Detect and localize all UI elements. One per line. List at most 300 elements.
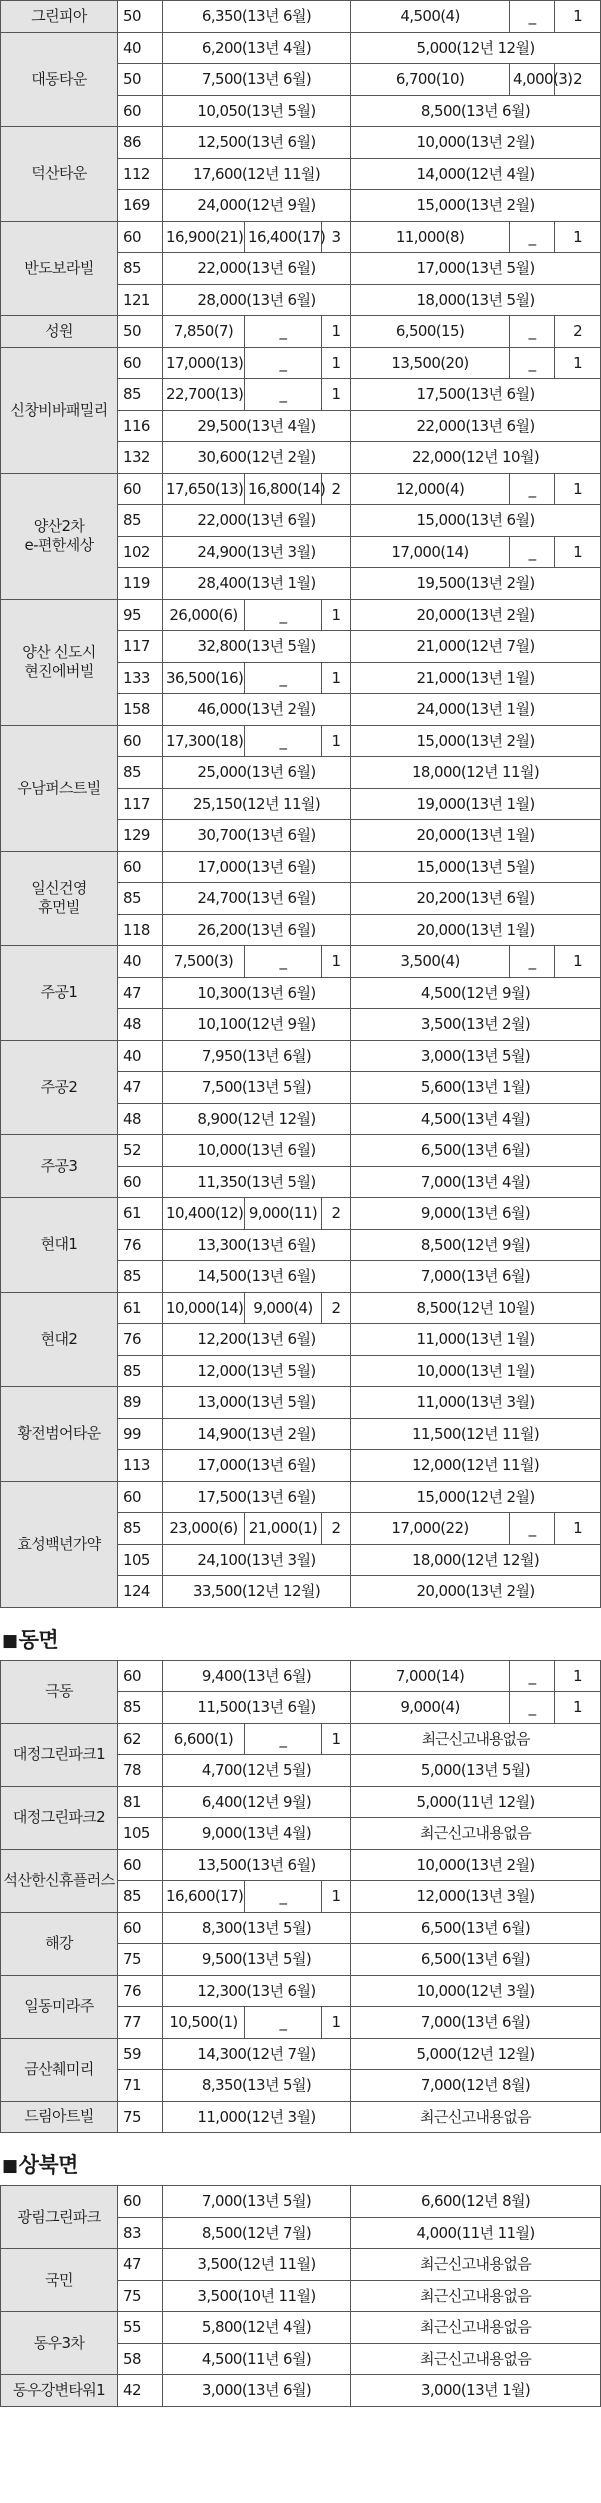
table-row — [1, 1481, 601, 1513]
sale-price: 9,000(13년 4월) — [163, 1818, 351, 1850]
jeonse-price: 19,000(13년 1월) — [351, 788, 601, 820]
jeonse-price: 12,000(12년 11월) — [351, 1450, 601, 1482]
jeonse-price: 18,000(12년 12월) — [351, 1544, 601, 1576]
sale-price: 24,100(13년 3월) — [163, 1544, 351, 1576]
sale-count: 1 — [322, 662, 351, 694]
table-row — [1, 1723, 601, 1755]
unit-size: 95 — [118, 599, 163, 631]
jeonse-high: 4,500(4) — [351, 1, 510, 33]
sale-high: 10,000(14) — [163, 1292, 245, 1324]
jeonse-price: 11,000(13년 3월) — [351, 1387, 601, 1419]
sale-count: 1 — [322, 725, 351, 757]
sale-price: 7,500(13년 5월) — [163, 1072, 351, 1104]
unit-size: 85 — [118, 1355, 163, 1387]
jeonse-price: 20,000(13년 1월) — [351, 914, 601, 946]
sale-price: 3,500(12년 11월) — [163, 2249, 351, 2281]
sale-price: 7,950(13년 6월) — [163, 1040, 351, 1072]
jeonse-price: 10,000(13년 2월) — [351, 127, 601, 159]
jeonse-low: _ — [510, 347, 555, 379]
jeonse-price: 21,000(13년 1월) — [351, 662, 601, 694]
jeonse-price: 17,000(13년 5월) — [351, 253, 601, 285]
table-row — [1, 316, 601, 348]
sale-price: 9,500(13년 5월) — [163, 1944, 351, 1976]
sale-price: 4,700(12년 5월) — [163, 1755, 351, 1787]
jeonse-high: 17,000(14) — [351, 536, 510, 568]
sale-price: 32,800(13년 5월) — [163, 631, 351, 663]
jeonse-high: 13,500(20) — [351, 347, 510, 379]
sale-price: 8,500(12년 7월) — [163, 2217, 351, 2249]
sale-price: 17,600(12년 11월) — [163, 158, 351, 190]
sale-low: _ — [245, 379, 322, 411]
jeonse-high: 11,000(8) — [351, 221, 510, 253]
unit-size: 48 — [118, 1009, 163, 1041]
complex-name — [1, 1, 118, 33]
sale-low: _ — [245, 725, 322, 757]
unit-size: 40 — [118, 32, 163, 64]
sale-price: 12,000(13년 5월) — [163, 1355, 351, 1387]
sale-count: 1 — [322, 599, 351, 631]
table-row — [1, 851, 601, 883]
unit-size: 105 — [118, 1544, 163, 1576]
unit-size: 129 — [118, 820, 163, 852]
unit-size: 121 — [118, 284, 163, 316]
complex-name — [1, 347, 118, 473]
complex-name — [1, 316, 118, 348]
table-row — [1, 1040, 601, 1072]
jeonse-count: 1 — [555, 1692, 601, 1724]
jeonse-price: 22,000(12년 10월) — [351, 442, 601, 474]
jeonse-high: 6,500(15) — [351, 316, 510, 348]
complex-name-text: 신창비바패밀리 — [10, 400, 108, 419]
sale-low: 21,000(1) — [245, 1513, 322, 1545]
unit-size: 112 — [118, 158, 163, 190]
sale-high: 17,000(13) — [163, 347, 245, 379]
complex-name-text: 금산췌미리 — [24, 2060, 94, 2078]
square-bullet-icon: ■ — [2, 2156, 18, 2176]
jeonse-price: 15,000(13년 2월) — [351, 725, 601, 757]
sale-price: 3,500(10년 11월) — [163, 2280, 351, 2312]
jeonse-price: 5,000(11년 12월) — [351, 1786, 601, 1818]
sale-price: 12,200(13년 6월) — [163, 1324, 351, 1356]
unit-size: 76 — [118, 1324, 163, 1356]
sale-count: 1 — [322, 379, 351, 411]
sale-price: 12,500(13년 6월) — [163, 127, 351, 159]
price-table — [0, 1660, 601, 2134]
complex-name-text: 대정그린파크1 — [12, 1745, 106, 1763]
complex-name-text: 휴먼빌 — [38, 898, 80, 917]
sale-count: 1 — [322, 316, 351, 348]
complex-name-text: 대동타운 — [31, 69, 87, 88]
sale-price: 30,700(13년 6월) — [163, 820, 351, 852]
complex-name — [1, 1786, 118, 1849]
sale-count: 1 — [322, 1881, 351, 1913]
sale-count: 1 — [322, 2007, 351, 2039]
sale-price: 11,000(12년 3월) — [163, 2101, 351, 2133]
jeonse-price: 최근신고내용없음 — [351, 2280, 601, 2312]
table-row — [1, 2312, 601, 2344]
jeonse-count: 1 — [555, 473, 601, 505]
complex-name — [1, 1912, 118, 1975]
complex-name — [1, 2375, 118, 2407]
unit-size: 85 — [118, 1513, 163, 1545]
jeonse-price: 18,000(12년 11월) — [351, 757, 601, 789]
unit-size: 40 — [118, 946, 163, 978]
table-row — [1, 473, 601, 505]
complex-name-text: 국민 — [45, 2270, 73, 2289]
table-row — [1, 1786, 601, 1818]
complex-name — [1, 1198, 118, 1293]
complex-name — [1, 221, 118, 316]
complex-name-text: 성원 — [45, 321, 73, 340]
jeonse-low: _ — [510, 1513, 555, 1545]
sale-count: 2 — [322, 1292, 351, 1324]
sale-high: 36,500(16) — [163, 662, 245, 694]
table-row — [1, 2249, 601, 2281]
complex-name — [1, 1849, 118, 1912]
sale-price: 26,200(13년 6월) — [163, 914, 351, 946]
jeonse-count: 2 — [555, 64, 601, 96]
square-bullet-icon: ■ — [2, 1630, 18, 1651]
unit-size: 60 — [118, 725, 163, 757]
sale-price: 30,600(12년 2월) — [163, 442, 351, 474]
sale-price: 22,000(13년 6월) — [163, 253, 351, 285]
jeonse-price: 최근신고내용없음 — [351, 1723, 601, 1755]
complex-name-text: 동우강변타워1 — [12, 2380, 106, 2399]
jeonse-low: _ — [510, 316, 555, 348]
jeonse-price: 6,500(13년 6월) — [351, 1135, 601, 1167]
jeonse-count: 1 — [555, 221, 601, 253]
unit-size: 119 — [118, 568, 163, 600]
price-table — [0, 2185, 601, 2407]
unit-size: 169 — [118, 190, 163, 222]
sale-high: 17,650(13) — [163, 473, 245, 505]
sale-high: 22,700(13) — [163, 379, 245, 411]
unit-size: 47 — [118, 977, 163, 1009]
complex-name-text: 현대2 — [40, 1329, 78, 1348]
jeonse-price: 8,500(13년 6월) — [351, 95, 601, 127]
complex-name — [1, 1975, 118, 2038]
unit-size: 76 — [118, 1229, 163, 1261]
unit-size: 83 — [118, 2217, 163, 2249]
complex-name-text: 현진에버빌 — [24, 662, 94, 680]
jeonse-price: 20,000(13년 1월) — [351, 820, 601, 852]
unit-size: 61 — [118, 1198, 163, 1230]
jeonse-price: 20,000(13년 2월) — [351, 1576, 601, 1608]
unit-size: 76 — [118, 1975, 163, 2007]
unit-size: 85 — [118, 505, 163, 537]
sale-price: 17,000(13년 6월) — [163, 1450, 351, 1482]
complex-name — [1, 1292, 118, 1387]
complex-name-text: 대정그린파크2 — [12, 1808, 106, 1826]
complex-name — [1, 1387, 118, 1482]
jeonse-price: 5,000(13년 5월) — [351, 1755, 601, 1787]
unit-size: 40 — [118, 1040, 163, 1072]
table-row — [1, 725, 601, 757]
table-row — [1, 1912, 601, 1944]
unit-size: 60 — [118, 1481, 163, 1513]
sale-low: _ — [245, 347, 322, 379]
jeonse-high: 3,500(4) — [351, 946, 510, 978]
jeonse-price: 5,600(13년 1월) — [351, 1072, 601, 1104]
jeonse-price: 3,000(13년 5월) — [351, 1040, 601, 1072]
complex-name — [1, 1040, 118, 1135]
complex-name — [1, 1135, 118, 1198]
unit-size: 62 — [118, 1723, 163, 1755]
complex-name — [1, 2312, 118, 2375]
unit-size: 75 — [118, 1944, 163, 1976]
sale-price: 17,000(13년 6월) — [163, 851, 351, 883]
table-row — [1, 1, 601, 33]
sale-count: 1 — [322, 1723, 351, 1755]
sale-price: 11,500(13년 6월) — [163, 1692, 351, 1724]
jeonse-price: 최근신고내용없음 — [351, 2343, 601, 2375]
sale-price: 24,900(13년 3월) — [163, 536, 351, 568]
jeonse-price: 5,000(12년 12월) — [351, 32, 601, 64]
unit-size: 99 — [118, 1418, 163, 1450]
jeonse-price: 6,600(12년 8월) — [351, 2186, 601, 2218]
unit-size: 85 — [118, 757, 163, 789]
sale-price: 28,400(13년 1월) — [163, 568, 351, 600]
unit-size: 60 — [118, 851, 163, 883]
sale-price: 14,500(13년 6월) — [163, 1261, 351, 1293]
jeonse-price: 22,000(13년 6월) — [351, 410, 601, 442]
jeonse-price: 7,000(13년 4월) — [351, 1166, 601, 1198]
unit-size: 55 — [118, 2312, 163, 2344]
table-row — [1, 1975, 601, 2007]
jeonse-price: 최근신고내용없음 — [351, 2101, 601, 2133]
unit-size: 60 — [118, 1166, 163, 1198]
unit-size: 71 — [118, 2070, 163, 2102]
sale-high: 17,300(18) — [163, 725, 245, 757]
sale-high: 10,400(12) — [163, 1198, 245, 1230]
sale-low: 16,400(17) — [245, 221, 322, 253]
jeonse-price: 3,500(13년 2월) — [351, 1009, 601, 1041]
unit-size: 61 — [118, 1292, 163, 1324]
complex-name-text: e-편한세상 — [24, 536, 94, 554]
complex-name — [1, 32, 118, 127]
jeonse-high: 9,000(4) — [351, 1692, 510, 1724]
sale-price: 22,000(13년 6월) — [163, 505, 351, 537]
unit-size: 52 — [118, 1135, 163, 1167]
sale-price: 25,150(12년 11월) — [163, 788, 351, 820]
table-row — [1, 127, 601, 159]
jeonse-price: 19,500(13년 2월) — [351, 568, 601, 600]
unit-size: 113 — [118, 1450, 163, 1482]
jeonse-price: 17,500(13년 6월) — [351, 379, 601, 411]
sale-count: 2 — [322, 473, 351, 505]
table-row — [1, 347, 601, 379]
table-row — [1, 1198, 601, 1230]
unit-size: 58 — [118, 2343, 163, 2375]
sale-price: 33,500(12년 12월) — [163, 1576, 351, 1608]
section-heading — [0, 2133, 600, 2185]
sale-price: 24,700(13년 6월) — [163, 883, 351, 915]
jeonse-low: _ — [510, 1660, 555, 1692]
sale-price: 14,300(12년 7월) — [163, 2038, 351, 2070]
jeonse-price: 7,000(13년 6월) — [351, 2007, 601, 2039]
complex-name-text: 동우3차 — [33, 2333, 85, 2352]
table-row — [1, 599, 601, 631]
unit-size: 85 — [118, 1881, 163, 1913]
jeonse-low: 4,000(3) — [510, 64, 555, 96]
unit-size: 81 — [118, 1786, 163, 1818]
jeonse-price: 9,000(13년 6월) — [351, 1198, 601, 1230]
unit-size: 86 — [118, 127, 163, 159]
unit-size: 42 — [118, 2375, 163, 2407]
unit-size: 50 — [118, 1, 163, 33]
jeonse-high: 12,000(4) — [351, 473, 510, 505]
jeonse-low: _ — [510, 1, 555, 33]
jeonse-price: 11,000(13년 1월) — [351, 1324, 601, 1356]
jeonse-price: 10,000(12년 3월) — [351, 1975, 601, 2007]
jeonse-high: 7,000(14) — [351, 1660, 510, 1692]
complex-name-text: 일동미라주 — [24, 1997, 94, 2015]
jeonse-high: 17,000(22) — [351, 1513, 510, 1545]
sale-low: 9,000(4) — [245, 1292, 322, 1324]
sale-price: 11,350(13년 5월) — [163, 1166, 351, 1198]
sale-low: _ — [245, 316, 322, 348]
jeonse-price: 6,500(13년 6월) — [351, 1944, 601, 1976]
sale-count: 3 — [322, 221, 351, 253]
sale-count: 2 — [322, 1198, 351, 1230]
jeonse-price: 7,000(12년 8월) — [351, 2070, 601, 2102]
complex-name-text: 그린피아 — [31, 6, 87, 25]
table-row — [1, 2375, 601, 2407]
jeonse-low: _ — [510, 221, 555, 253]
unit-size: 48 — [118, 1103, 163, 1135]
unit-size: 132 — [118, 442, 163, 474]
sale-high: 7,850(7) — [163, 316, 245, 348]
complex-name-text: 석산한신휴플러스 — [3, 1871, 115, 1889]
unit-size: 47 — [118, 2249, 163, 2281]
complex-name-text: 덕산타운 — [31, 164, 87, 183]
unit-size: 85 — [118, 1261, 163, 1293]
unit-size: 105 — [118, 1818, 163, 1850]
sale-price: 7,500(13년 6월) — [163, 64, 351, 96]
jeonse-price: 8,500(12년 10월) — [351, 1292, 601, 1324]
unit-size: 102 — [118, 536, 163, 568]
jeonse-low: _ — [510, 473, 555, 505]
jeonse-count: 1 — [555, 1, 601, 33]
jeonse-low: _ — [510, 536, 555, 568]
sale-price: 10,000(13년 6월) — [163, 1135, 351, 1167]
jeonse-count: 1 — [555, 347, 601, 379]
sale-low: _ — [245, 1881, 322, 1913]
unit-size: 124 — [118, 1576, 163, 1608]
unit-size: 85 — [118, 1692, 163, 1724]
unit-size: 116 — [118, 410, 163, 442]
sale-low: _ — [245, 2007, 322, 2039]
jeonse-price: 5,000(12년 12월) — [351, 2038, 601, 2070]
jeonse-price: 10,000(13년 1월) — [351, 1355, 601, 1387]
complex-name — [1, 725, 118, 851]
complex-name-text: 효성백년가약 — [17, 1534, 101, 1553]
sale-price: 12,300(13년 6월) — [163, 1975, 351, 2007]
jeonse-price: 15,000(13년 5월) — [351, 851, 601, 883]
unit-size: 118 — [118, 914, 163, 946]
sale-price: 10,100(12년 9월) — [163, 1009, 351, 1041]
sale-high: 16,600(17) — [163, 1881, 245, 1913]
jeonse-price: 4,000(11년 11월) — [351, 2217, 601, 2249]
jeonse-price: 18,000(13년 5월) — [351, 284, 601, 316]
complex-name-text: 반도보라빌 — [24, 258, 94, 277]
table-row — [1, 1292, 601, 1324]
complex-name-text: 주공1 — [40, 983, 78, 1002]
table-row — [1, 1387, 601, 1419]
sale-price: 3,000(13년 6월) — [163, 2375, 351, 2407]
sale-price: 6,200(13년 4월) — [163, 32, 351, 64]
complex-name — [1, 1660, 118, 1723]
complex-name — [1, 127, 118, 222]
unit-size: 59 — [118, 2038, 163, 2070]
complex-name-text: 광림그린파크 — [17, 2207, 101, 2226]
complex-name-text: 현대1 — [40, 1235, 78, 1254]
sale-count: 2 — [322, 1513, 351, 1545]
unit-size: 75 — [118, 2280, 163, 2312]
complex-name — [1, 1481, 118, 1607]
jeonse-price: 11,500(12년 11월) — [351, 1418, 601, 1450]
sale-price: 17,500(13년 6월) — [163, 1481, 351, 1513]
jeonse-price: 20,200(13년 6월) — [351, 883, 601, 915]
unit-size: 85 — [118, 379, 163, 411]
unit-size: 60 — [118, 95, 163, 127]
sale-low: _ — [245, 662, 322, 694]
complex-name — [1, 2186, 118, 2249]
unit-size: 158 — [118, 694, 163, 726]
unit-size: 60 — [118, 1849, 163, 1881]
complex-name — [1, 851, 118, 946]
unit-size: 50 — [118, 64, 163, 96]
table-row — [1, 1135, 601, 1167]
jeonse-price: 6,500(13년 6월) — [351, 1912, 601, 1944]
sale-low: _ — [245, 1723, 322, 1755]
jeonse-price: 8,500(12년 9월) — [351, 1229, 601, 1261]
table-row — [1, 1660, 601, 1692]
jeonse-count: 1 — [555, 946, 601, 978]
sale-price: 46,000(13년 2월) — [163, 694, 351, 726]
unit-size: 85 — [118, 253, 163, 285]
jeonse-price: 15,000(13년 2월) — [351, 190, 601, 222]
jeonse-price: 15,000(12년 2월) — [351, 1481, 601, 1513]
sale-price: 10,300(13년 6월) — [163, 977, 351, 1009]
unit-size: 60 — [118, 1912, 163, 1944]
sale-price: 6,400(12년 9월) — [163, 1786, 351, 1818]
jeonse-price: 15,000(13년 6월) — [351, 505, 601, 537]
table-row — [1, 221, 601, 253]
unit-size: 89 — [118, 1387, 163, 1419]
complex-name-text: 해강 — [45, 1934, 73, 1952]
sale-price: 14,900(13년 2월) — [163, 1418, 351, 1450]
sale-low: _ — [245, 946, 322, 978]
jeonse-price: 20,000(13년 2월) — [351, 599, 601, 631]
jeonse-price: 10,000(13년 2월) — [351, 1849, 601, 1881]
jeonse-price: 4,500(13년 4월) — [351, 1103, 601, 1135]
sale-price: 13,500(13년 6월) — [163, 1849, 351, 1881]
unit-size: 117 — [118, 788, 163, 820]
section-title: 동면 — [18, 1627, 59, 1652]
jeonse-low: _ — [510, 946, 555, 978]
sale-price: 8,900(12년 12월) — [163, 1103, 351, 1135]
sale-price: 13,000(13년 5월) — [163, 1387, 351, 1419]
section-title: 상북면 — [18, 2153, 78, 2177]
sale-price: 10,050(13년 5월) — [163, 95, 351, 127]
jeonse-price: 12,000(13년 3월) — [351, 1881, 601, 1913]
complex-name-text: 주공2 — [40, 1077, 78, 1096]
jeonse-count: 1 — [555, 536, 601, 568]
sale-high: 23,000(6) — [163, 1513, 245, 1545]
sale-high: 26,000(6) — [163, 599, 245, 631]
sale-high: 16,900(21) — [163, 221, 245, 253]
